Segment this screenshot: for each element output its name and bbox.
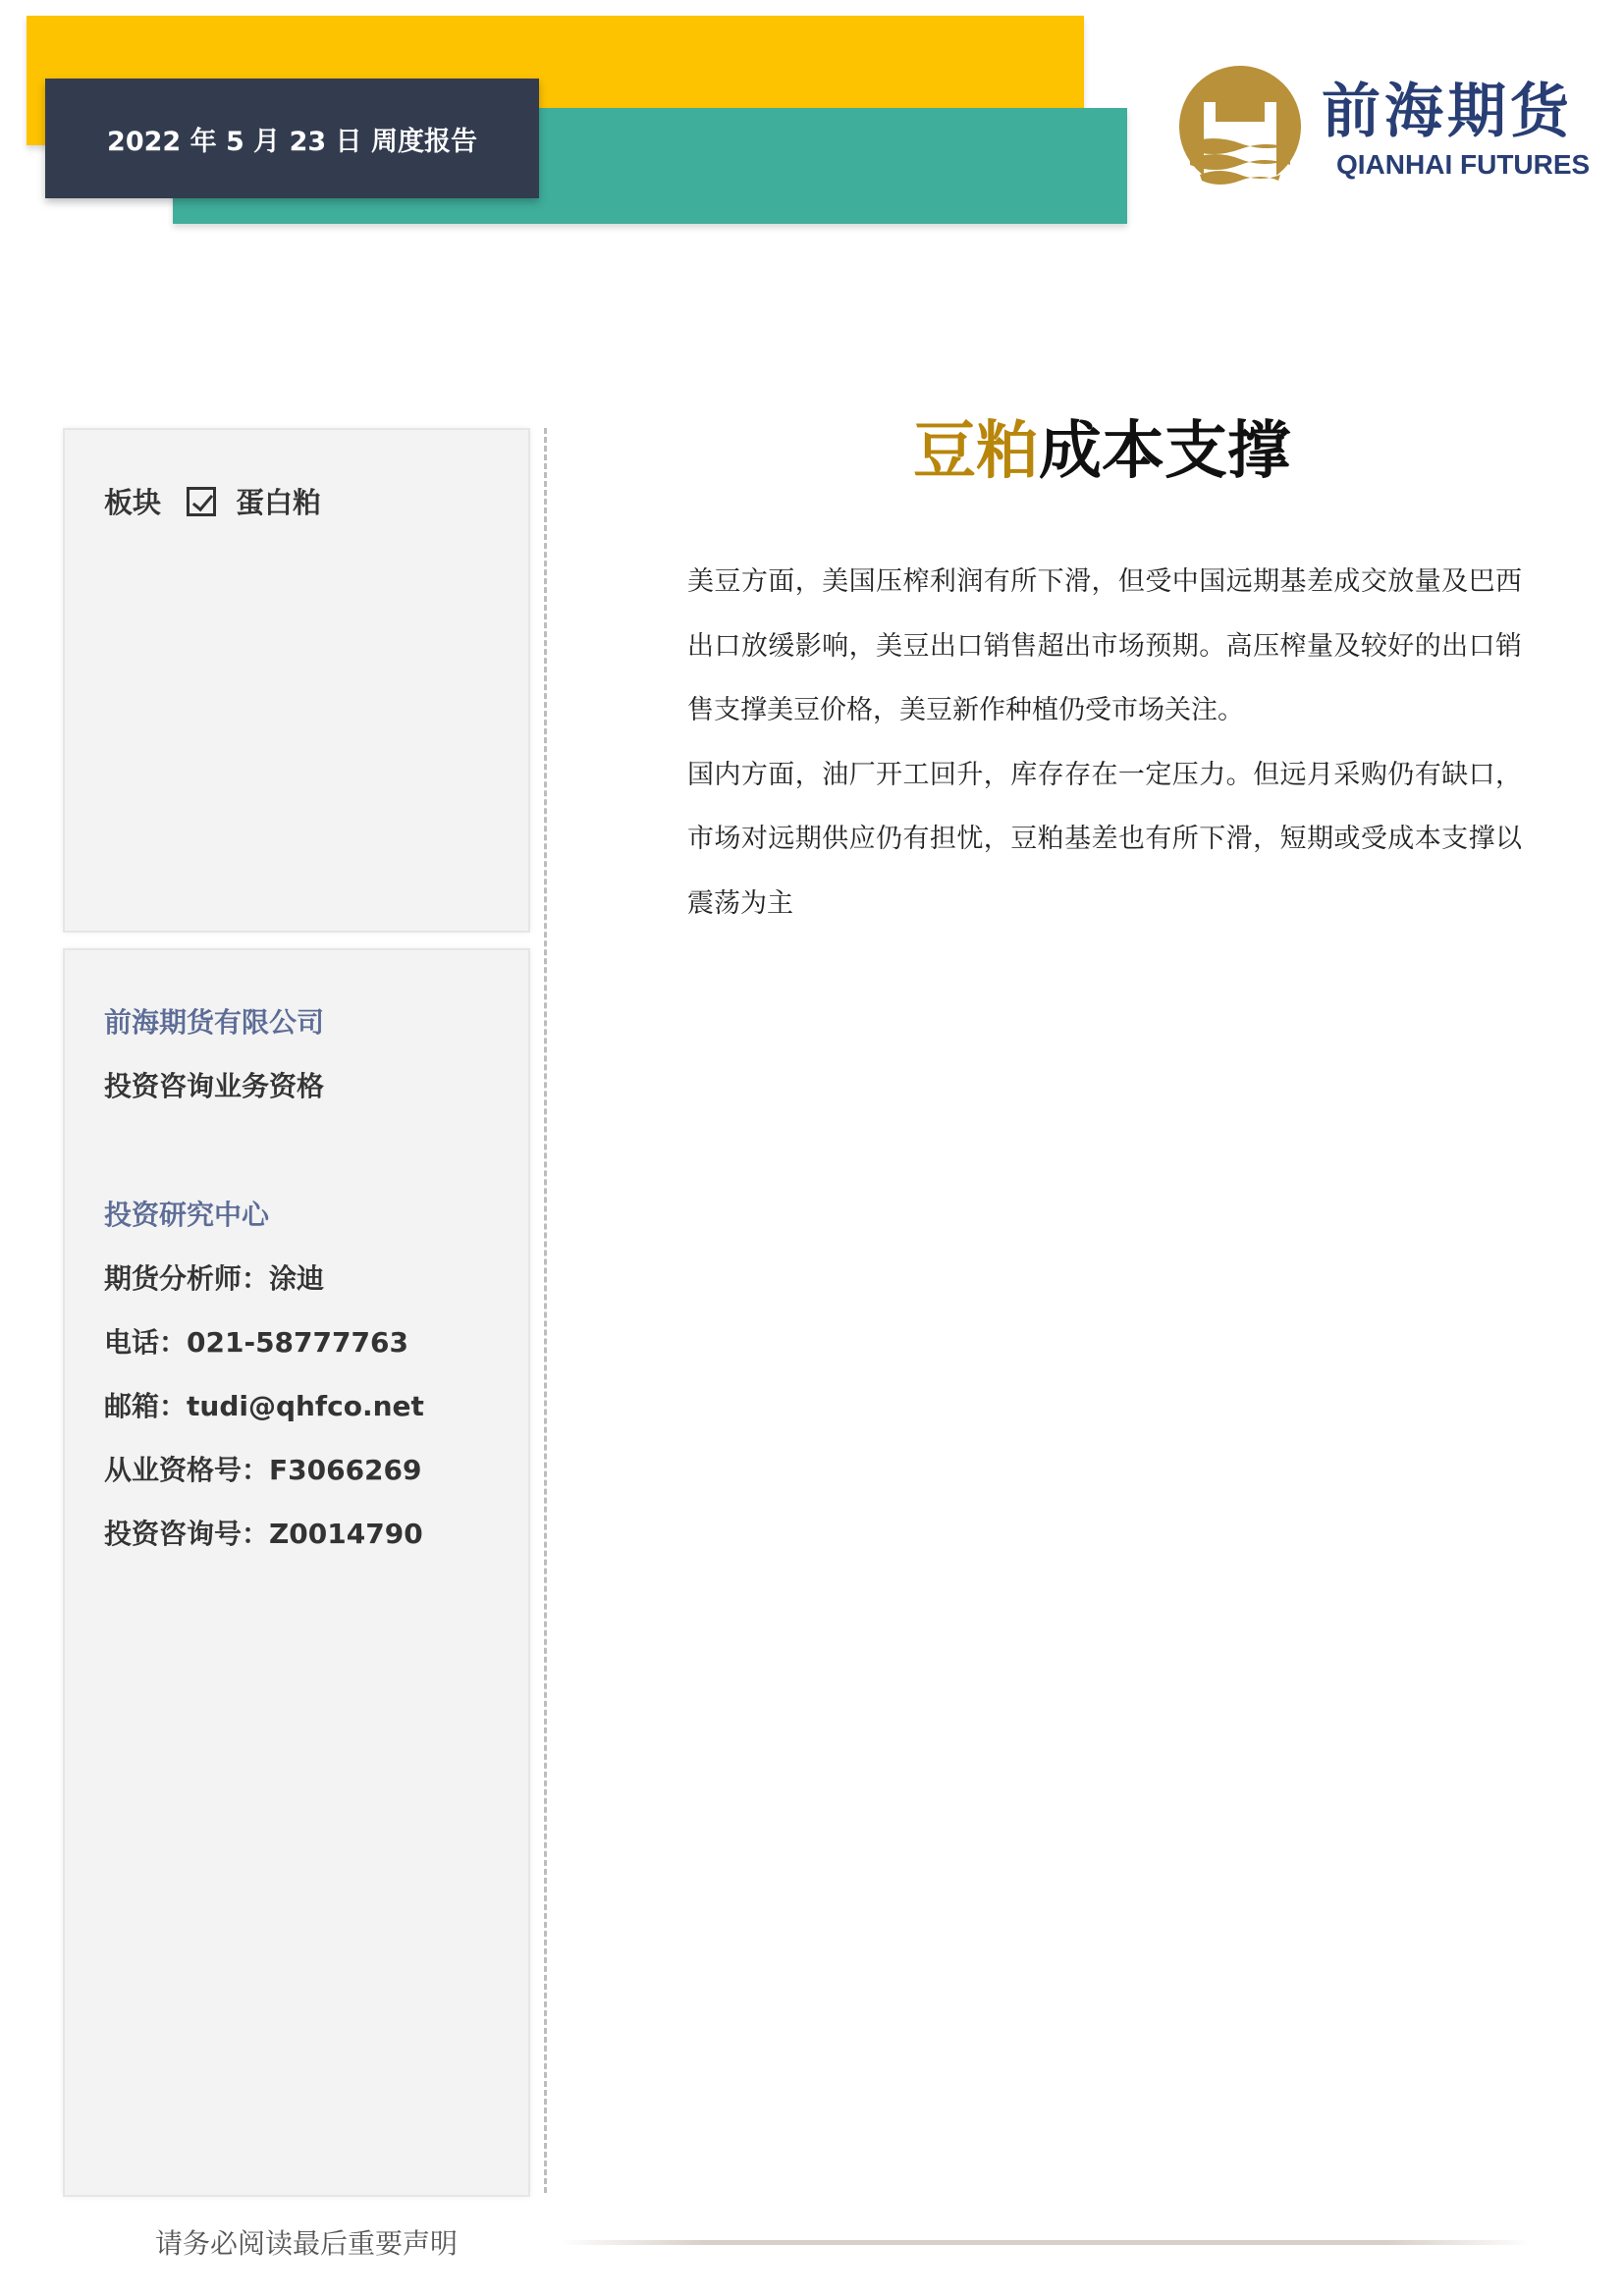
- company-logo: [1176, 59, 1608, 191]
- paragraph: 国内方面，油厂开工回升，库存存在一定压力。但远月采购仍有缺口，市场对远期供应仍有担忧，豆粕基差也有所下滑，短期或受成本支撑以震荡为主: [687, 759, 1522, 919]
- title-rest: 成本支撑: [1039, 415, 1290, 488]
- sector-row: [104, 481, 321, 521]
- article-body: [687, 550, 1522, 935]
- footer-rule: [560, 2240, 1532, 2245]
- vertical-divider: [544, 428, 547, 2193]
- report-date: 2022 年 5 月 23 日 周度报告: [107, 126, 477, 157]
- analyst-info-panel: [63, 948, 530, 2197]
- analyst-phone: 电话：021-58777763: [104, 1326, 408, 1359]
- logo-english-name: QIANHAI FUTURES: [1336, 149, 1591, 180]
- analyst-email: 邮箱：tudi@qhfco.net: [104, 1390, 424, 1422]
- company-name: 前海期货有限公司: [104, 1006, 325, 1039]
- report-title: [550, 400, 1624, 491]
- qualification: 投资咨询业务资格: [104, 1070, 325, 1102]
- research-center: 投资研究中心: [104, 1199, 270, 1231]
- title-highlight: 豆粕: [913, 415, 1039, 488]
- analyst-name: 期货分析师：涂迪: [104, 1262, 325, 1295]
- license-number: 从业资格号：F3066269: [104, 1454, 422, 1486]
- footer-disclaimer: 请务必阅读最后重要声明: [155, 2227, 459, 2260]
- paragraph: 美豆方面，美国压榨利润有所下滑，但受中国远期基差成交放量及巴西出口放缓影响，美豆出口销售超出市场预期。高压榨量及较好的出口销售支撑美豆价格，美豆新作种植仍受市场关注。: [687, 566, 1522, 725]
- sector-value: 蛋白粕: [236, 486, 322, 519]
- checkbox-checked-icon: [187, 487, 216, 516]
- consult-number: 投资咨询号：Z0014790: [104, 1518, 423, 1550]
- qianhai-logo-icon: [1176, 63, 1304, 190]
- sector-label: 板块: [104, 486, 162, 519]
- logo-chinese-name: 前海期货: [1322, 78, 1573, 146]
- sector-panel: [63, 428, 530, 933]
- header-date-banner: [45, 79, 539, 198]
